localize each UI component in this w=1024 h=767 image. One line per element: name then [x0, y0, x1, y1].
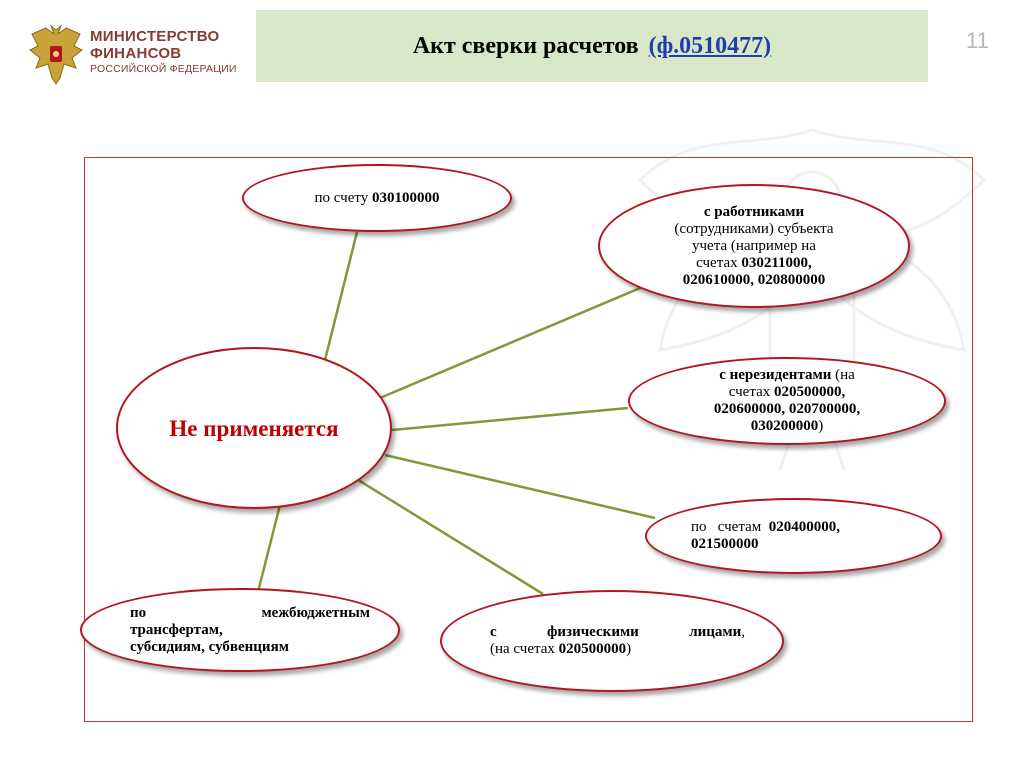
center-node-not-applicable	[116, 347, 392, 509]
node-text: по счетам	[691, 519, 769, 535]
org-name-line1: МИНИСТЕРСТВО	[90, 28, 220, 45]
node-text: (на	[831, 367, 855, 383]
node-text: физическими	[547, 624, 639, 640]
node-text: по	[130, 604, 147, 621]
node-text: )	[818, 418, 824, 434]
node-text: (сотрудниками) субъекта	[674, 220, 834, 237]
center-node-label: Не применяется	[169, 415, 339, 441]
edge-to-accounts-0204	[385, 455, 655, 518]
org-name-line3: РОССИЙСКОЙ ФЕДЕРАЦИИ	[90, 63, 237, 75]
node-account-030100000	[242, 164, 512, 232]
node-account-number: 030100000	[371, 189, 440, 206]
node-account-number: 020500000,	[773, 384, 846, 400]
node-account-number: 020600000, 020700000,	[713, 401, 861, 417]
node-text: (на счетах	[490, 641, 559, 657]
page-number: 11	[966, 28, 989, 53]
node-account-number: 030211000,	[741, 254, 812, 271]
org-name-line2: ФИНАНСОВ	[90, 45, 182, 62]
node-account-number: 020500000	[558, 641, 627, 657]
node-text: счетах	[728, 384, 774, 400]
page-title: Акт сверки расчетов	[412, 32, 639, 59]
node-nonresidents	[628, 357, 946, 445]
node-account-number: 020400000,	[768, 519, 840, 535]
node-account-number: 020610000, 020800000	[682, 271, 826, 288]
node-individuals	[440, 590, 784, 692]
node-text: учета (например на	[692, 237, 816, 254]
node-text: субсидиям, субвенциям	[130, 638, 289, 655]
node-interbudget-transfers	[80, 588, 400, 672]
node-employees	[598, 184, 910, 308]
node-text: )	[626, 641, 632, 657]
node-account-number: 030200000	[750, 418, 819, 434]
node-account-number: 021500000	[691, 536, 759, 552]
edge-to-employees	[380, 283, 652, 398]
node-text: межбюджетным	[261, 604, 370, 621]
node-text: лицами	[689, 624, 742, 640]
node-text: с	[490, 624, 497, 640]
node-text: по счету	[314, 189, 372, 206]
edge-to-individuals	[355, 478, 543, 594]
node-text: ,	[741, 624, 745, 640]
node-text: счетах	[696, 254, 742, 271]
edge-to-account-030100000	[325, 232, 357, 360]
edge-to-transfers	[258, 505, 280, 592]
node-heading: с нерезидентами	[719, 367, 832, 383]
node-text: трансфертам,	[130, 621, 223, 638]
edge-to-nonresidents	[392, 408, 628, 430]
node-accounts-0204	[645, 498, 942, 574]
node-heading: с работниками	[703, 203, 805, 220]
form-link[interactable]: (ф.0510477)	[648, 32, 772, 59]
